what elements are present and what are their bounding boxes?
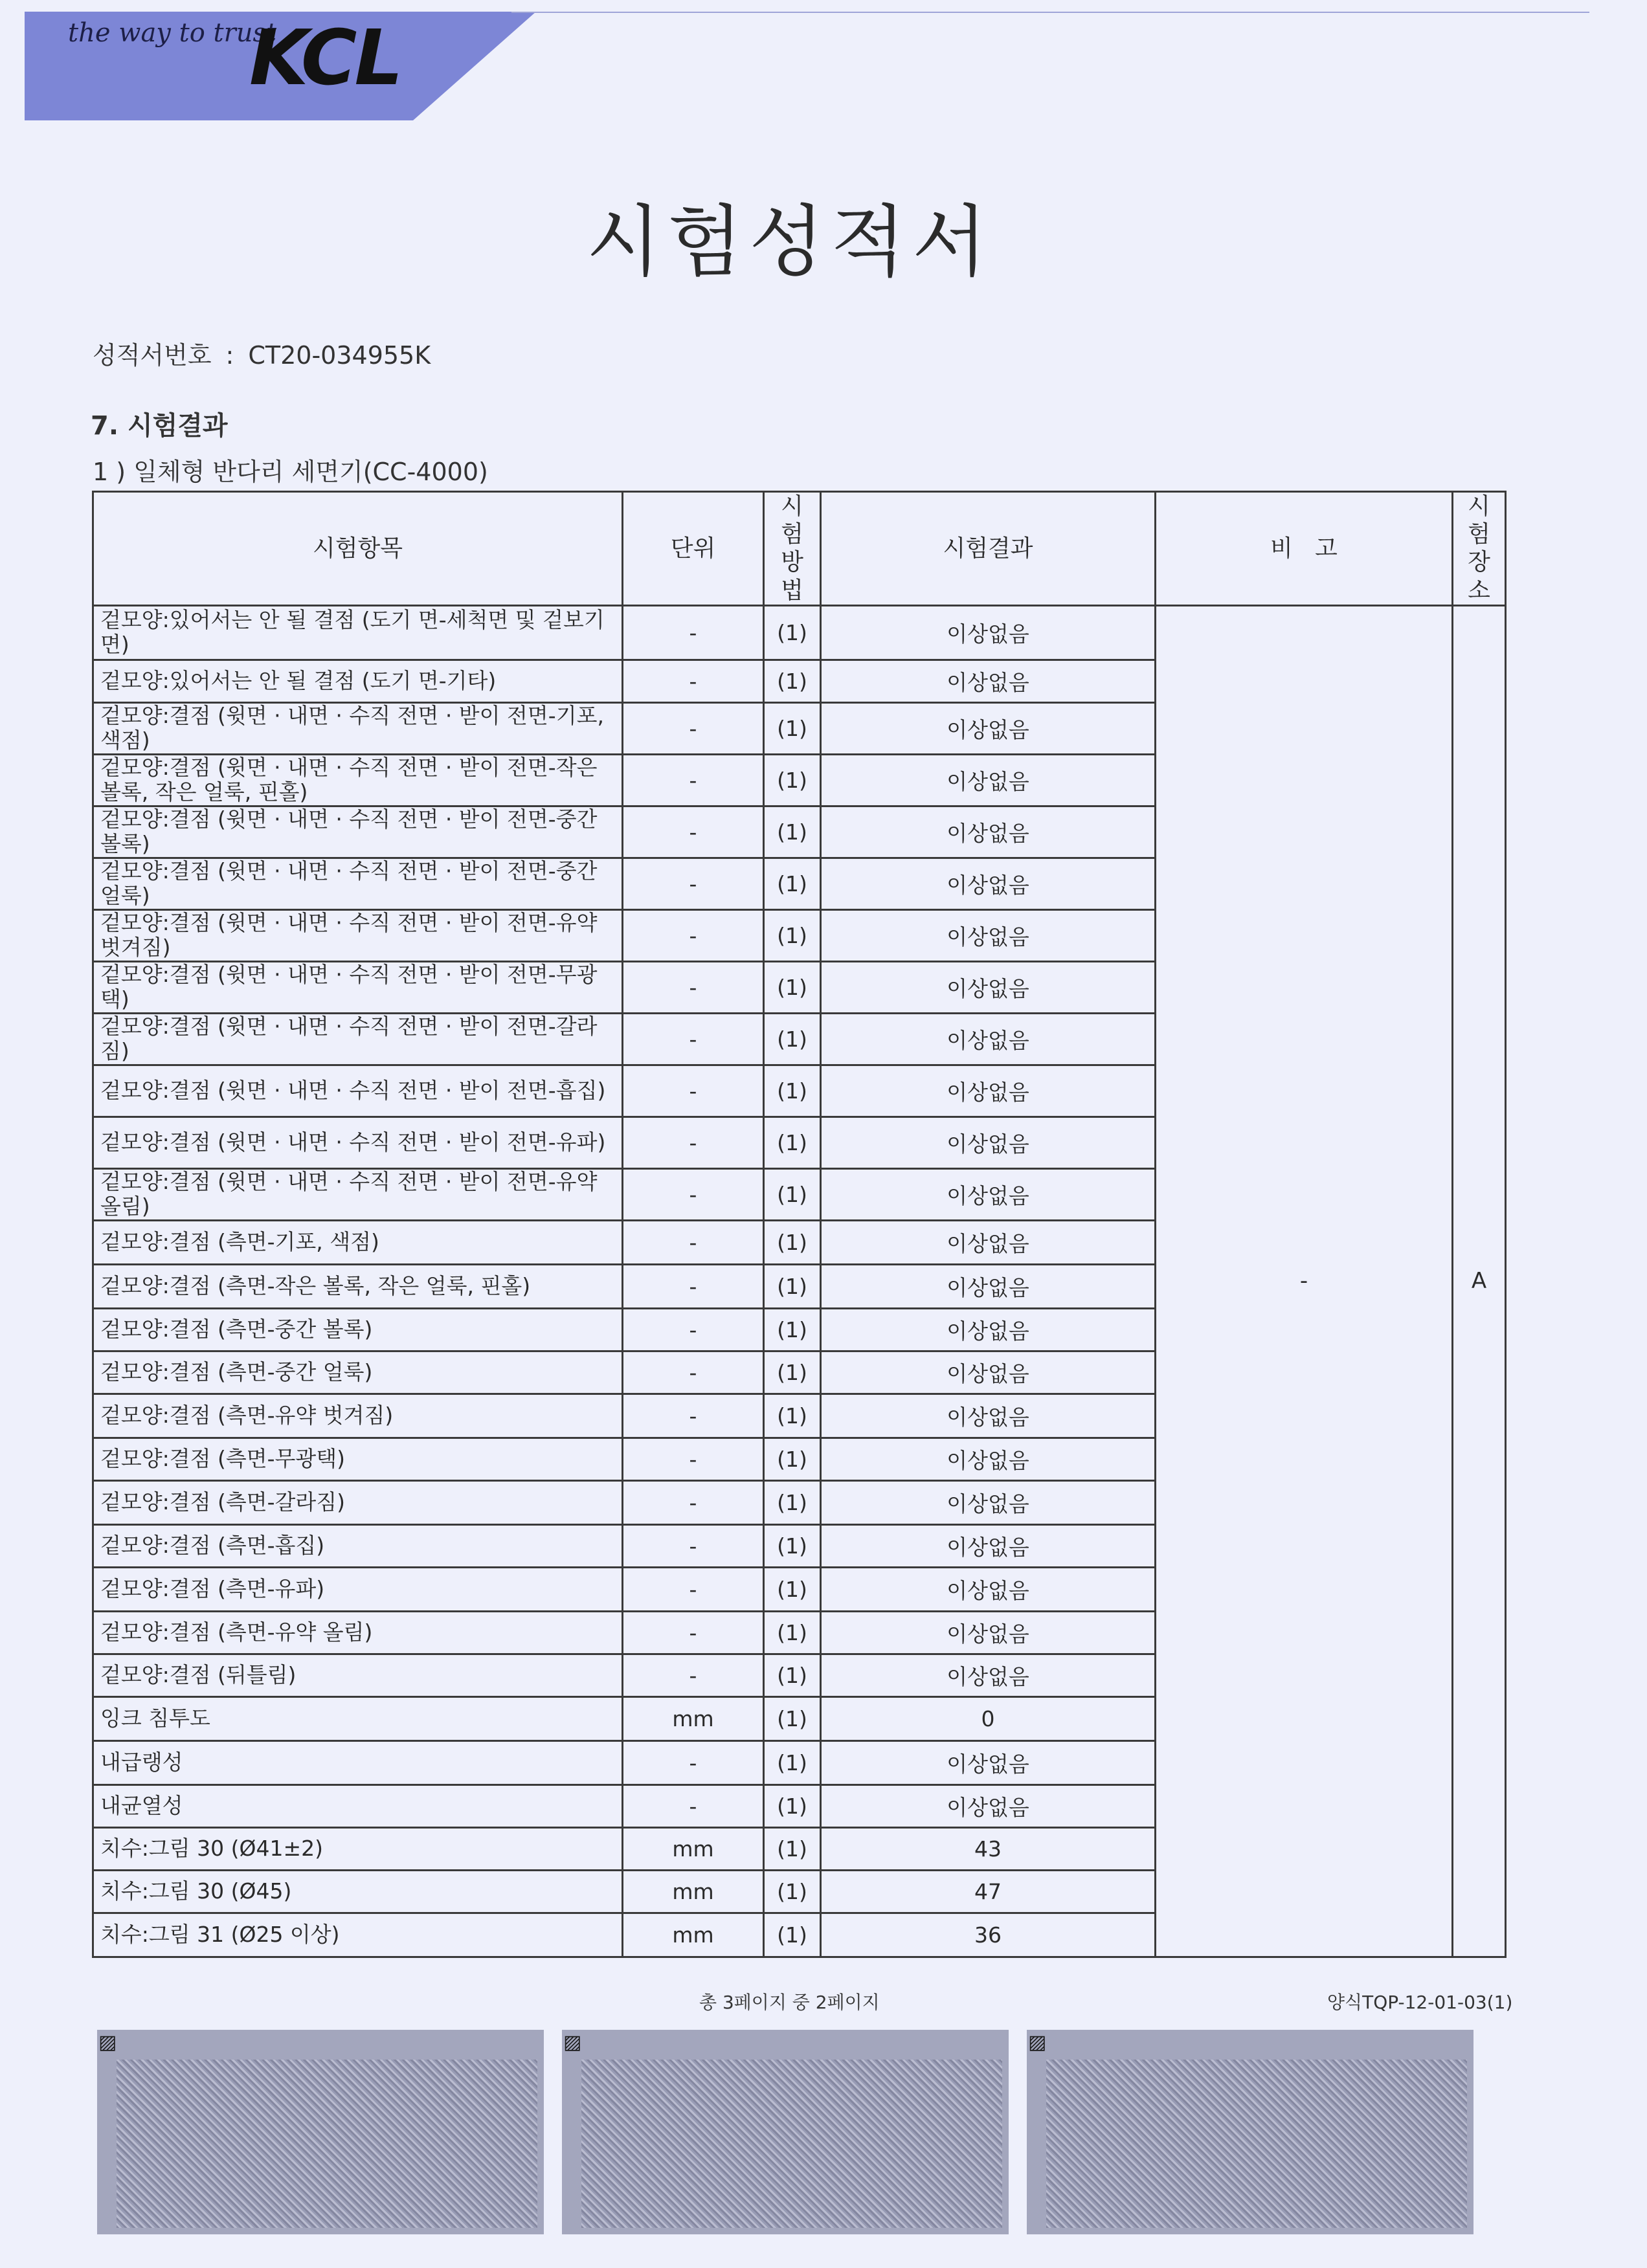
unit-cell: - — [623, 1567, 764, 1611]
unit-cell: - — [623, 1394, 764, 1438]
item-cell: 겉모양:결점 (윗면 · 내면 · 수직 전면 · 받이 전면-유약 올림) — [93, 1168, 623, 1220]
result-cell: 이상없음 — [821, 1264, 1156, 1308]
result-cell: 이상없음 — [821, 1438, 1156, 1480]
item-cell: 겉모양:결점 (측면-흡집) — [93, 1524, 623, 1567]
item-cell: 치수:그림 30 (Ø45) — [93, 1870, 623, 1913]
method-cell: (1) — [764, 1524, 821, 1567]
result-cell: 이상없음 — [821, 1117, 1156, 1168]
section-heading: 7. 시험결과 — [91, 411, 228, 441]
report-number-separator: : — [225, 341, 234, 370]
result-cell: 이상없음 — [821, 961, 1156, 1013]
unit-cell: - — [623, 1013, 764, 1065]
result-cell: 이상없음 — [821, 1611, 1156, 1654]
security-pattern-box — [1027, 2030, 1473, 2234]
result-cell: 이상없음 — [821, 858, 1156, 909]
method-cell: (1) — [764, 1264, 821, 1308]
result-cell: 0 — [821, 1696, 1156, 1740]
unit-cell: - — [623, 961, 764, 1013]
result-cell: 47 — [821, 1870, 1156, 1913]
header-rule — [511, 12, 1589, 13]
item-cell: 겉모양:결점 (뒤틀림) — [93, 1654, 623, 1696]
item-cell: 겉모양:결점 (측면-작은 볼록, 작은 얼룩, 핀홀) — [93, 1264, 623, 1308]
method-cell: (1) — [764, 1740, 821, 1784]
result-cell: 이상없음 — [821, 702, 1156, 754]
header-method: 시험방법 — [764, 492, 821, 606]
result-cell: 이상없음 — [821, 1480, 1156, 1524]
item-cell: 내균열성 — [93, 1784, 623, 1827]
method-cell: (1) — [764, 1013, 821, 1065]
item-cell: 겉모양:결점 (측면-중간 얼룩) — [93, 1351, 623, 1394]
item-cell: 겉모양:결점 (윗면 · 내면 · 수직 전면 · 받이 전면-갈라짐) — [93, 1013, 623, 1065]
unit-cell: - — [623, 1740, 764, 1784]
item-cell: 겉모양:결점 (측면-갈라짐) — [93, 1480, 623, 1524]
method-cell: (1) — [764, 1480, 821, 1524]
unit-cell: - — [623, 1168, 764, 1220]
item-cell: 겉모양:결점 (측면-유약 올림) — [93, 1611, 623, 1654]
result-cell: 이상없음 — [821, 1567, 1156, 1611]
item-cell: 겉모양:결점 (측면-유파) — [93, 1567, 623, 1611]
unit-cell: - — [623, 605, 764, 660]
hatch-icon: ▨ — [98, 2031, 117, 2054]
security-pattern-box — [97, 2030, 544, 2234]
table-row — [93, 605, 1506, 660]
document-title: 시험성적서 — [586, 197, 994, 287]
report-number: CT20-034955K — [248, 341, 431, 370]
unit-cell: - — [623, 1308, 764, 1351]
security-pattern-box — [562, 2030, 1009, 2234]
remark-cell: - — [1156, 605, 1453, 1957]
product-title: 1 ) 일체형 반다리 세면기(CC-4000) — [93, 458, 488, 486]
item-cell: 겉모양:있어서는 안 될 결점 (도기 면-기타) — [93, 660, 623, 702]
method-cell: (1) — [764, 1827, 821, 1870]
result-cell: 이상없음 — [821, 909, 1156, 961]
method-cell: (1) — [764, 858, 821, 909]
result-cell: 이상없음 — [821, 1524, 1156, 1567]
report-number-label: 성적서번호 — [93, 341, 212, 370]
result-cell: 이상없음 — [821, 660, 1156, 702]
unit-cell: - — [623, 1065, 764, 1117]
unit-cell: - — [623, 1611, 764, 1654]
header-result: 시험결과 — [821, 492, 1156, 606]
table-header-row — [93, 492, 1506, 606]
result-cell: 이상없음 — [821, 1168, 1156, 1220]
hatch-icon: ▨ — [563, 2031, 582, 2054]
method-cell: (1) — [764, 1654, 821, 1696]
method-cell: (1) — [764, 754, 821, 806]
method-cell: (1) — [764, 605, 821, 660]
item-cell: 내급랭성 — [93, 1740, 623, 1784]
item-cell: 겉모양:결점 (측면-유약 벗겨짐) — [93, 1394, 623, 1438]
test-place-cell: A — [1453, 605, 1506, 1957]
item-cell: 치수:그림 31 (Ø25 이상) — [93, 1913, 623, 1957]
unit-cell: mm — [623, 1870, 764, 1913]
item-cell: 겉모양:결점 (윗면 · 내면 · 수직 전면 · 받이 전면-중간 볼록) — [93, 806, 623, 858]
unit-cell: - — [623, 1654, 764, 1696]
header-remark: 비 고 — [1156, 492, 1453, 606]
unit-cell: mm — [623, 1827, 764, 1870]
result-cell: 이상없음 — [821, 1740, 1156, 1784]
item-cell: 겉모양:결점 (윗면 · 내면 · 수직 전면 · 받이 전면-중간 얼룩) — [93, 858, 623, 909]
method-cell: (1) — [764, 1308, 821, 1351]
result-cell: 43 — [821, 1827, 1156, 1870]
method-cell: (1) — [764, 961, 821, 1013]
unit-cell: - — [623, 1351, 764, 1394]
unit-cell: - — [623, 858, 764, 909]
unit-cell: - — [623, 1784, 764, 1827]
unit-cell: - — [623, 909, 764, 961]
result-cell: 이상없음 — [821, 1394, 1156, 1438]
method-cell: (1) — [764, 1567, 821, 1611]
result-cell: 이상없음 — [821, 1220, 1156, 1264]
unit-cell: - — [623, 1220, 764, 1264]
unit-cell: - — [623, 702, 764, 754]
header-unit: 단위 — [623, 492, 764, 606]
method-cell: (1) — [764, 1117, 821, 1168]
item-cell: 겉모양:있어서는 안 될 결점 (도기 면-세척면 및 겉보기 면) — [93, 605, 623, 660]
unit-cell: - — [623, 1480, 764, 1524]
result-cell: 이상없음 — [821, 1065, 1156, 1117]
method-cell: (1) — [764, 1394, 821, 1438]
method-cell: (1) — [764, 1220, 821, 1264]
item-cell: 치수:그림 30 (Ø41±2) — [93, 1827, 623, 1870]
method-cell: (1) — [764, 1913, 821, 1957]
unit-cell: - — [623, 754, 764, 806]
unit-cell: - — [623, 1117, 764, 1168]
page-info: 총 3페이지 중 2페이지 — [699, 1992, 880, 2013]
item-cell: 겉모양:결점 (윗면 · 내면 · 수직 전면 · 받이 전면-유약 벗겨짐) — [93, 909, 623, 961]
item-cell: 겉모양:결점 (윗면 · 내면 · 수직 전면 · 받이 전면-작은 볼록, 작은 얼룩, 핀홀) — [93, 754, 623, 806]
unit-cell: - — [623, 660, 764, 702]
item-cell: 겉모양:결점 (측면-기포, 색점) — [93, 1220, 623, 1264]
form-number: 양식TQP-12-01-03(1) — [1327, 1992, 1513, 2013]
method-cell: (1) — [764, 1351, 821, 1394]
method-cell: (1) — [764, 1168, 821, 1220]
unit-cell: mm — [623, 1696, 764, 1740]
results-table — [92, 491, 1507, 1958]
result-cell: 이상없음 — [821, 1308, 1156, 1351]
item-cell: 겉모양:결점 (윗면 · 내면 · 수직 전면 · 받이 전면-흡집) — [93, 1065, 623, 1117]
method-cell: (1) — [764, 1065, 821, 1117]
hatch-icon: ▨ — [1028, 2031, 1047, 2054]
unit-cell: - — [623, 806, 764, 858]
item-cell: 겉모양:결점 (윗면 · 내면 · 수직 전면 · 받이 전면-무광택) — [93, 961, 623, 1013]
unit-cell: - — [623, 1438, 764, 1480]
method-cell: (1) — [764, 909, 821, 961]
unit-cell: - — [623, 1264, 764, 1308]
header-item: 시험항목 — [93, 492, 623, 606]
unit-cell: - — [623, 1524, 764, 1567]
slogan: the way to trust — [68, 18, 277, 48]
result-cell: 이상없음 — [821, 1784, 1156, 1827]
result-cell: 이상없음 — [821, 1351, 1156, 1394]
header-place: 시험장소 — [1453, 492, 1506, 606]
item-cell: 겉모양:결점 (측면-무광택) — [93, 1438, 623, 1480]
method-cell: (1) — [764, 702, 821, 754]
item-cell: 겉모양:결점 (윗면 · 내면 · 수직 전면 · 받이 전면-기포, 색점) — [93, 702, 623, 754]
method-cell: (1) — [764, 806, 821, 858]
result-cell: 이상없음 — [821, 1654, 1156, 1696]
method-cell: (1) — [764, 1696, 821, 1740]
report-number-line — [93, 335, 431, 371]
method-cell: (1) — [764, 1611, 821, 1654]
item-cell: 겉모양:결점 (윗면 · 내면 · 수직 전면 · 받이 전면-유파) — [93, 1117, 623, 1168]
unit-cell: mm — [623, 1913, 764, 1957]
method-cell: (1) — [764, 1438, 821, 1480]
item-cell: 겉모양:결점 (측면-중간 볼록) — [93, 1308, 623, 1351]
result-cell: 이상없음 — [821, 605, 1156, 660]
result-cell: 이상없음 — [821, 806, 1156, 858]
result-cell: 이상없음 — [821, 754, 1156, 806]
method-cell: (1) — [764, 1870, 821, 1913]
kcl-logo: KCL — [249, 13, 401, 102]
result-cell: 이상없음 — [821, 1013, 1156, 1065]
method-cell: (1) — [764, 1784, 821, 1827]
result-cell: 36 — [821, 1913, 1156, 1957]
method-cell: (1) — [764, 660, 821, 702]
item-cell: 잉크 침투도 — [93, 1696, 623, 1740]
